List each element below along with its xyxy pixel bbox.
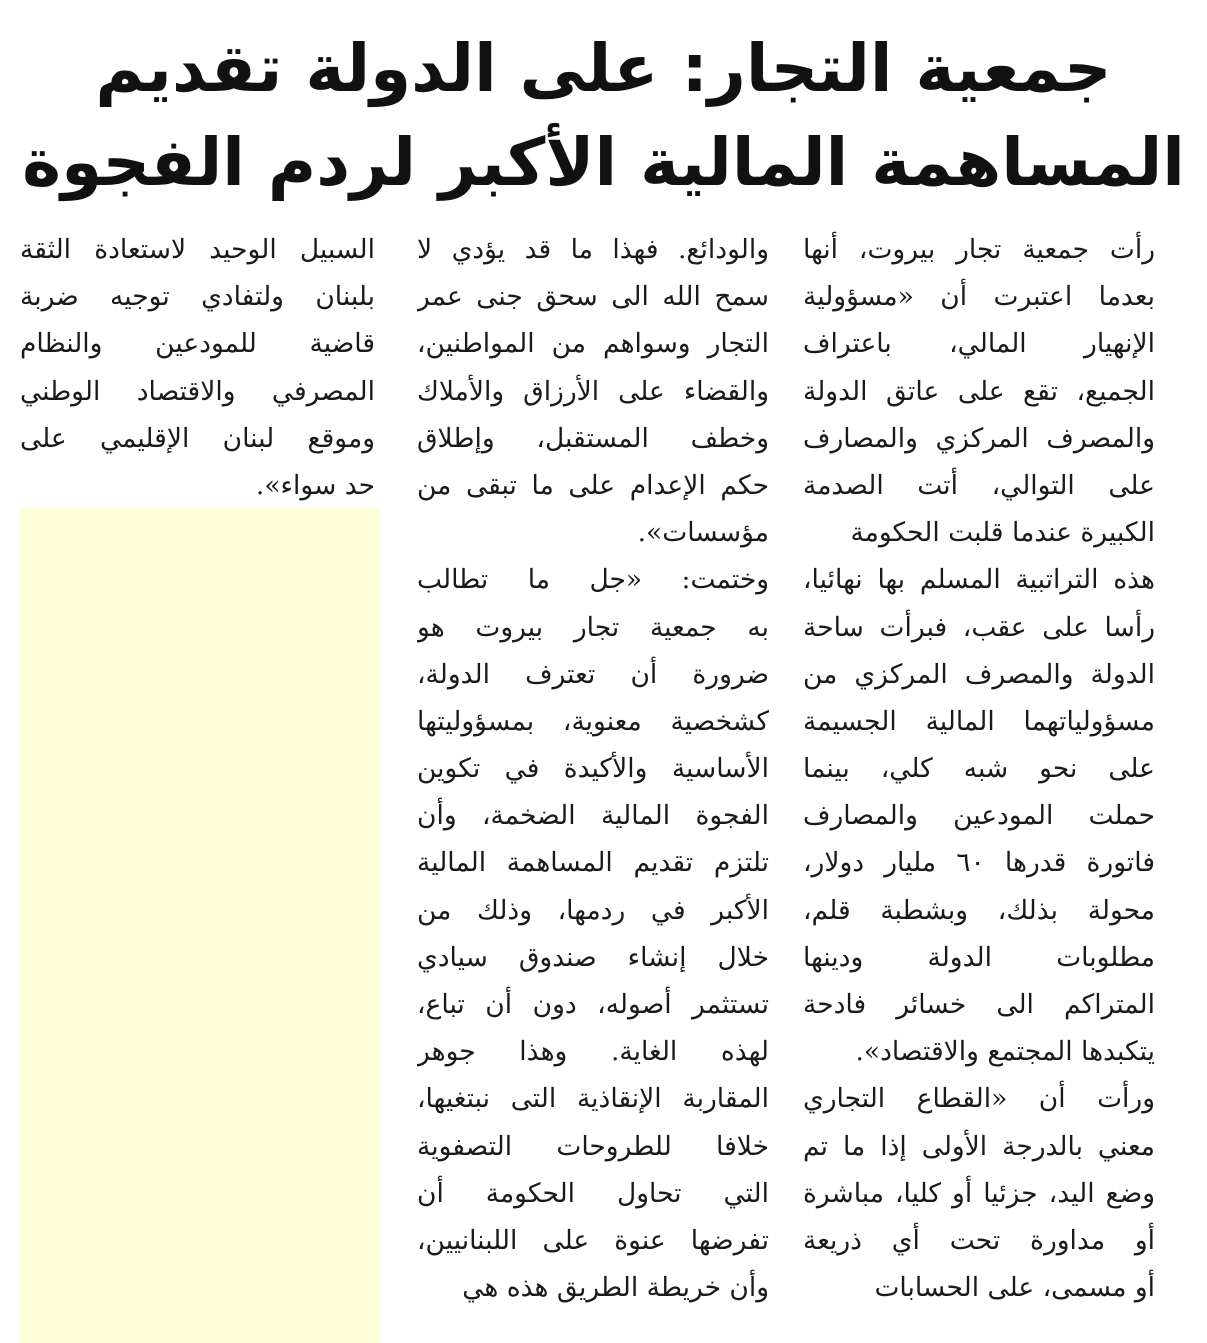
column-line: على التوالي، أتت الصدمة	[803, 469, 1155, 501]
article-column-right	[803, 226, 1155, 1311]
headline	[20, 22, 1187, 210]
column-line: خلافا للطروحات التصفوية	[417, 1130, 769, 1162]
column-line: مسؤولياتهما المالية الجسيمة	[803, 705, 1155, 737]
column-line: الفجوة المالية الضخمة، وأن	[417, 800, 769, 832]
column-line: يتكبدها المجتمع والاقتصاد».	[855, 1036, 1155, 1068]
column-line: والقضاء على الأرزاق والأملاك	[417, 375, 769, 407]
column-line: أو مداورة تحت أي ذريعة	[803, 1224, 1155, 1256]
column-line: وخطف المستقبل، وإطلاق	[417, 422, 769, 454]
column-line: التي تحاول الحكومة أن	[417, 1177, 769, 1209]
column-line: معني بالدرجة الأولى إذا ما تم	[803, 1130, 1155, 1162]
column-line: به جمعية تجار بيروت هو	[417, 611, 769, 643]
column-line: والودائع. فهذا ما قد يؤدي لا	[417, 234, 769, 265]
column-line: محولة بذلك، وبشطبة قلم،	[803, 894, 1155, 926]
column-line: وختمت: «جل ما تطالب	[417, 564, 769, 596]
column-line: تلتزم تقديم المساهمة المالية	[417, 847, 769, 879]
column-line: المتراكم الى خسائر فادحة	[803, 989, 1155, 1020]
column-line: الجميع، تقع على عاتق الدولة	[803, 375, 1155, 407]
column-line: خلال إنشاء صندوق سيادي	[417, 941, 769, 973]
column-line: كشخصية معنوية، بمسؤوليتها	[417, 705, 769, 737]
column-line: على نحو شبه كلي، بينما	[803, 753, 1155, 785]
column-line: الدولة والمصرف المركزي من	[803, 658, 1155, 690]
column-line: الإنهيار المالي، باعتراف	[803, 328, 1155, 360]
column-line: ضرورة أن تعترف الدولة،	[417, 658, 769, 690]
column-line: حد سواء».	[255, 469, 375, 501]
column-line: المصرفي والاقتصاد الوطني	[20, 375, 375, 407]
column-line: رأت جمعية تجار بيروت، أنها	[803, 234, 1155, 265]
column-line: الأساسية والأكيدة في تكوين	[417, 753, 769, 785]
column-line: لهذه الغاية. وهذا جوهر	[417, 1036, 769, 1068]
column-line: هذه التراتبية المسلم بها نهائيا،	[803, 564, 1155, 596]
column-line: السبيل الوحيد لاستعادة الثقة	[20, 234, 375, 265]
column-line: الكبيرة عندما قلبت الحكومة	[850, 517, 1155, 549]
headline-line-1: جمعية التجار: على الدولة تقديم	[95, 30, 1112, 107]
column-line: وأن خريطة الطريق هذه هي	[462, 1272, 769, 1304]
column-line: ورأت أن «القطاع التجاري	[803, 1083, 1155, 1115]
column-line: وموقع لبنان الإقليمي على	[20, 422, 375, 454]
column-line: حكم الإعدام على ما تبقى من	[417, 469, 769, 501]
column-line: رأسا على عقب، فبرأت ساحة	[803, 611, 1155, 643]
column-line: المقاربة الإنقاذية التى نبتغيها،	[417, 1083, 769, 1115]
column-line: قاضية للمودعين والنظام	[20, 328, 375, 360]
column-line: بعدما اعتبرت أن «مسؤولية	[803, 281, 1155, 313]
column-line: سمح الله الى سحق جنى عمر	[417, 281, 769, 313]
column-line: حملت المودعين والمصارف	[803, 800, 1155, 832]
column-line: فاتورة قدرها ٦٠ مليار دولار،	[803, 847, 1155, 879]
column-line: التجار وسواهم من المواطنين،	[417, 328, 769, 360]
column-line: مؤسسات».	[637, 517, 769, 549]
column-line: مطلوبات الدولة ودينها	[803, 941, 1155, 973]
column-line: الأكبر في ردمها، وذلك من	[417, 894, 769, 926]
column-line: والمصرف المركزي والمصارف	[803, 422, 1155, 454]
headline-line-2: المساهمة المالية الأكبر لردم الفجوة	[22, 124, 1185, 201]
column-line: أو مسمى، على الحسابات	[874, 1272, 1155, 1304]
column-line: وضع اليد، جزئيا أو كليا، مباشرة	[803, 1177, 1155, 1209]
article-column-middle	[417, 226, 769, 1311]
advertisement-placeholder	[20, 508, 380, 1343]
column-line: بلبنان ولتفادي توجيه ضربة	[20, 281, 375, 313]
column-line: تفرضها عنوة على اللبنانيين،	[417, 1224, 769, 1256]
column-line: تستثمر أصوله، دون أن تباع،	[417, 989, 769, 1020]
article-column-left	[20, 226, 375, 509]
